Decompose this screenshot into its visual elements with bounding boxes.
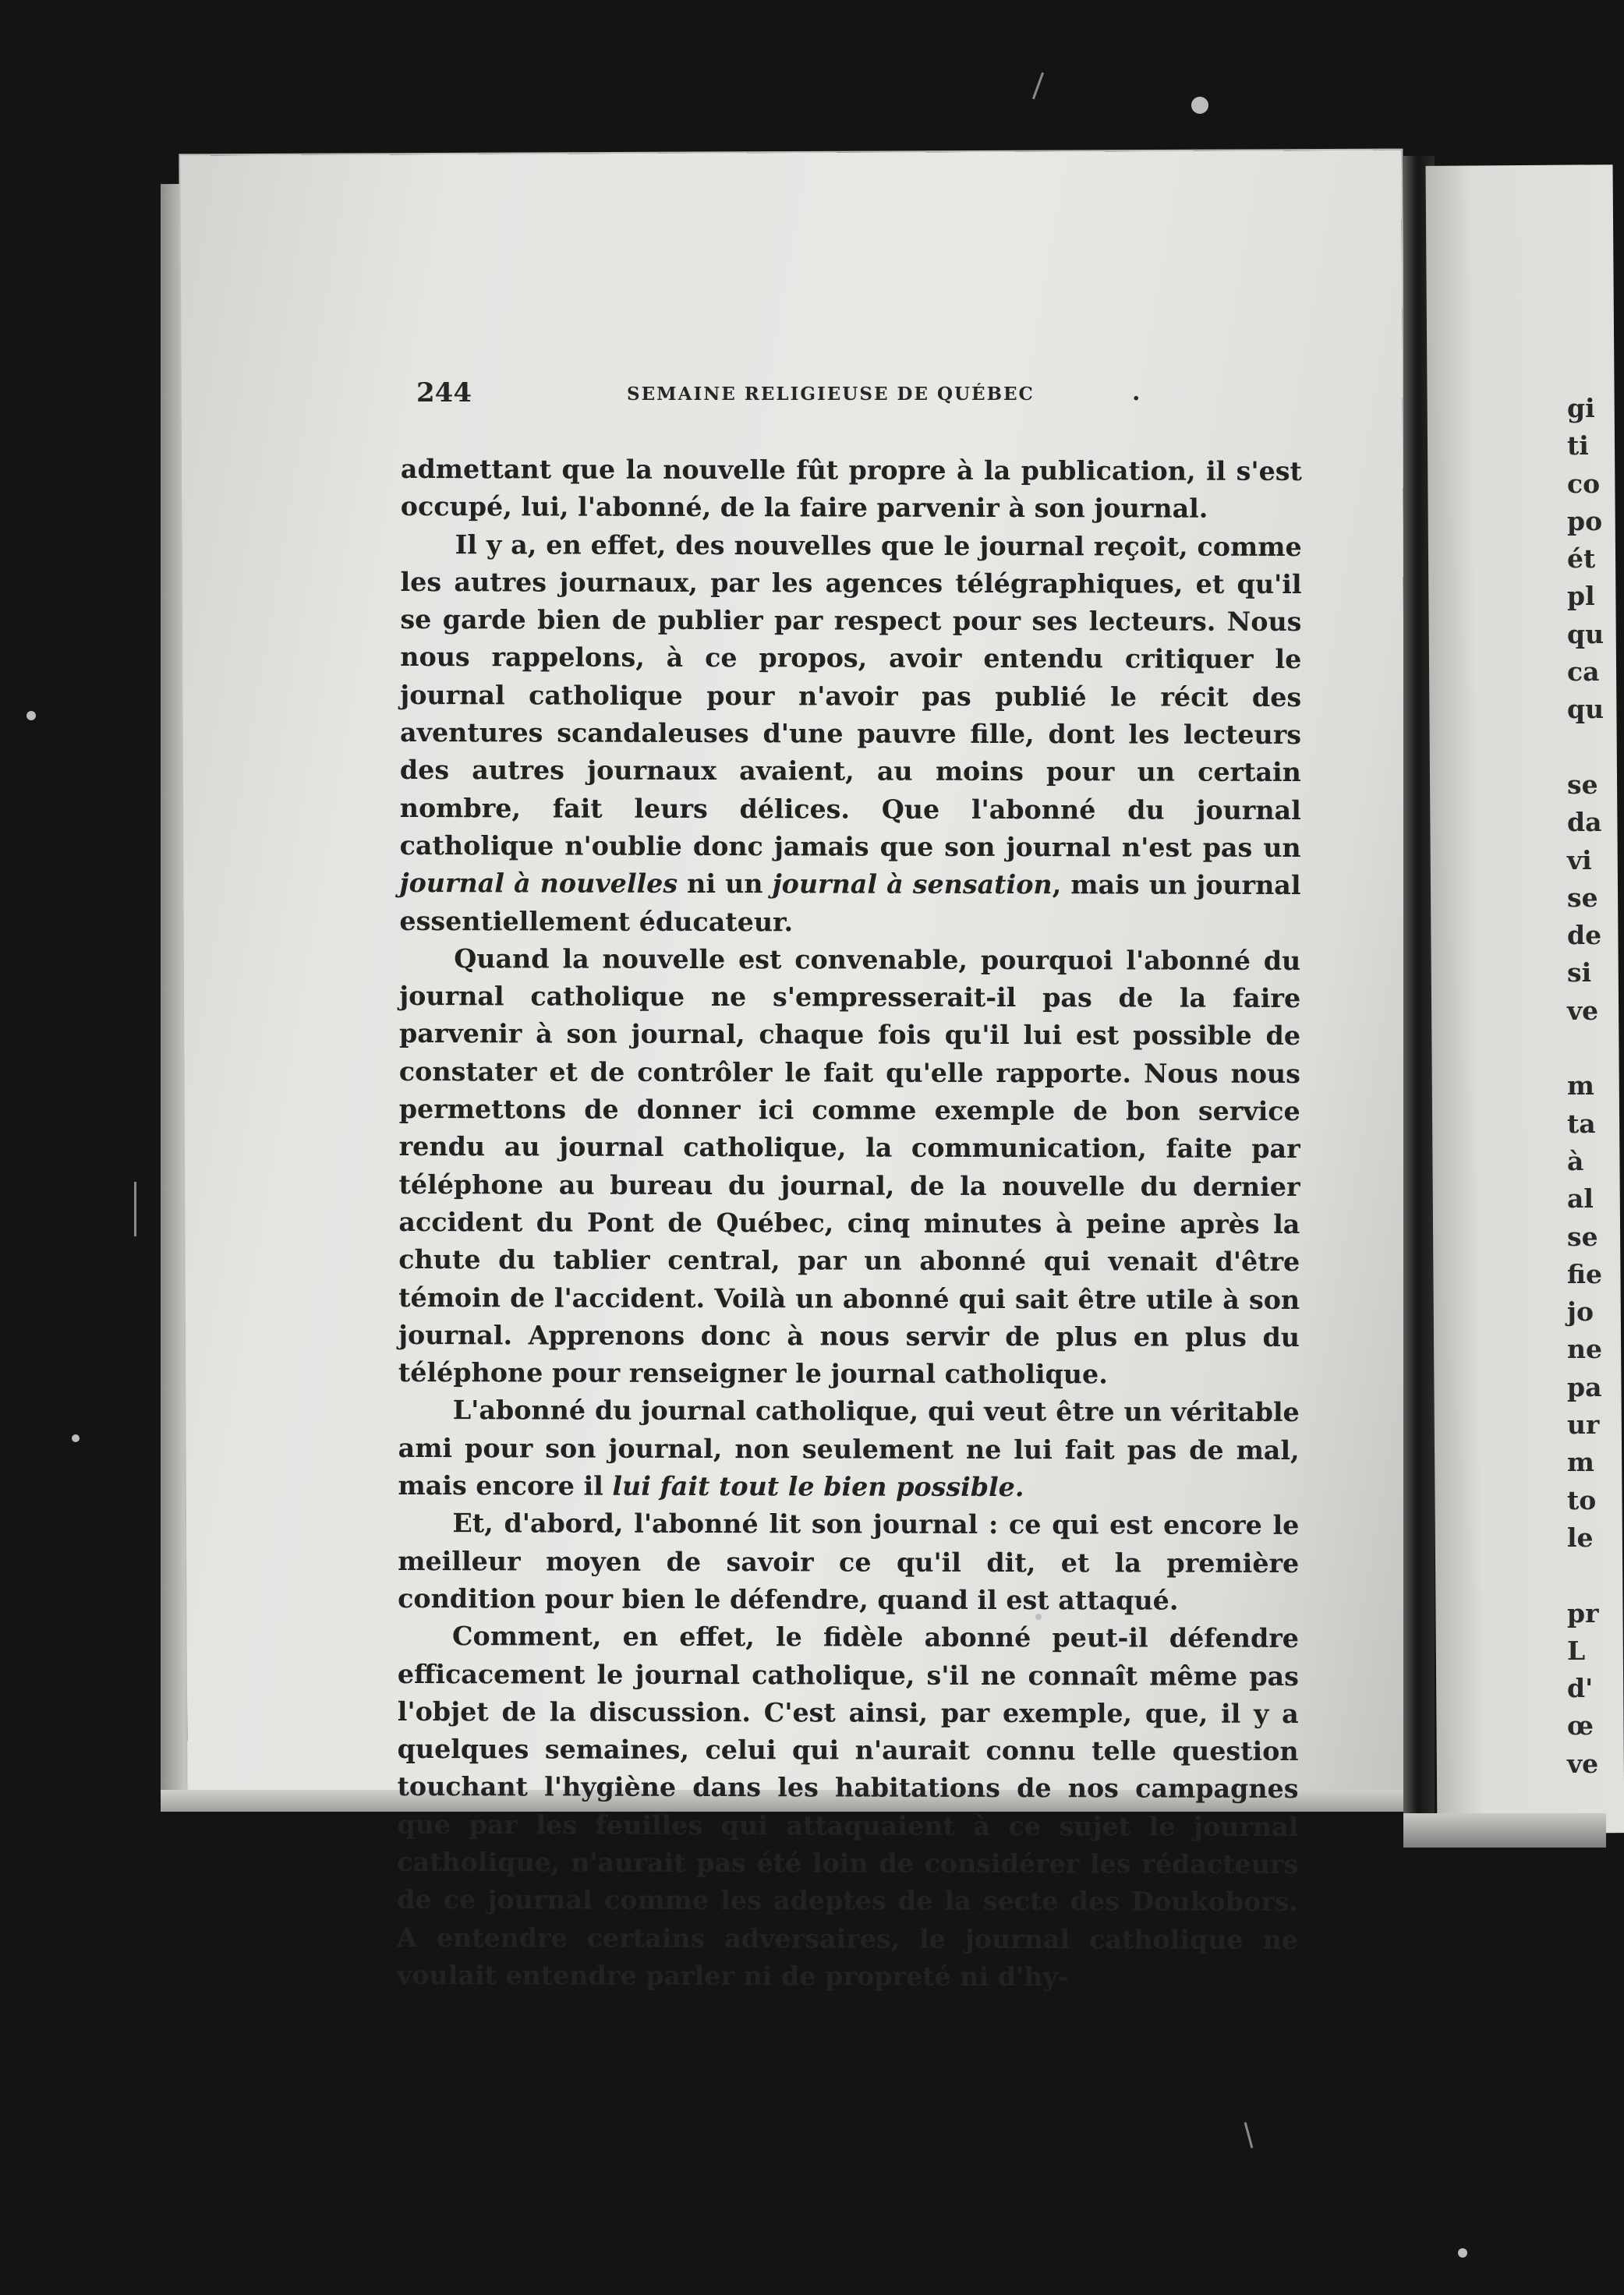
right-page-fragment: co xyxy=(1567,468,1601,499)
right-page-fragment: ne xyxy=(1567,1334,1602,1365)
right-page-fragment: m xyxy=(1567,1070,1594,1102)
right-page-fragment: ti xyxy=(1567,430,1589,461)
right-page-fragment: ve xyxy=(1567,995,1599,1026)
right-page-fragment: se xyxy=(1567,1221,1598,1252)
right-page-gap xyxy=(1567,1557,1604,1594)
right-page-fragment: se xyxy=(1567,882,1598,913)
italic-phrase: journal à nouvelles xyxy=(399,868,678,900)
header-trailing-mark: . xyxy=(1132,379,1141,406)
right-page-fragment: pa xyxy=(1567,1371,1602,1402)
right-page-fragment: ta xyxy=(1567,1108,1596,1139)
page-header xyxy=(416,377,1313,408)
page-number: 244 xyxy=(416,377,472,408)
right-page-fragment: vi xyxy=(1567,844,1592,875)
film-scratch xyxy=(1244,2122,1254,2148)
film-speck xyxy=(1191,97,1208,114)
right-page-fragment: pl xyxy=(1567,581,1595,612)
paragraph-text: , mais un journal essentiellement éducateur. xyxy=(399,869,1301,937)
right-page-fragment: da xyxy=(1567,807,1602,838)
paragraph xyxy=(398,1391,1299,1507)
film-speck xyxy=(1458,2248,1467,2258)
paragraph: admettant que la nouvelle fût propre à la publication, il s'est occupé, lui, l'abonné, de la faire parvenir à son journal. xyxy=(400,454,1302,525)
italic-phrase: lui fait tout le bien possible. xyxy=(612,1470,1024,1503)
right-page-fragment: de xyxy=(1567,920,1602,951)
right-page-fragment: gi xyxy=(1567,393,1595,423)
film-scratch xyxy=(1032,72,1044,100)
right-page-fragment: ve xyxy=(1567,1748,1599,1779)
right-page-text-fragments xyxy=(1567,390,1604,1783)
paragraph: Comment, en effet, le fidèle abonné peut-il défendre efficacement le journal catholique, s'il ne connaît même pas l'objet de la discussion. C'est ainsi, par exemple, que, il y a quelques semaines, celui qui n'aurait connu telle question touchant l'hygiène dans les habitations de nos campagnes que par les feuilles qui attaquaient à ce sujet le journal catholique, n'aurait pas été loin de considérer les rédacteurs de ce journal comme les adeptes de la secte des Doukobors. A entendre certains adversaires, le journal catholique ne voulait entendre parler ni de propreté ni d'hy- xyxy=(396,1621,1300,1993)
right-page-bottom-edge xyxy=(1403,1813,1606,1848)
right-page-fragment: al xyxy=(1567,1183,1594,1215)
right-page-fragment: to xyxy=(1567,1484,1597,1515)
paragraph-text: L'abonné du journal catholique, qui veut être un véritable ami pour son journal, non seulement ne lui fait pas de mal, mais encore il xyxy=(398,1395,1300,1501)
right-page-fragment: qu xyxy=(1567,618,1605,649)
right-page-fragment: jo xyxy=(1567,1296,1594,1328)
right-page-fragment: d' xyxy=(1567,1673,1594,1704)
right-page-fragment: à xyxy=(1567,1145,1584,1176)
paragraph-text: Il y a, en effet, des nouvelles que le journal reçoit, comme les autres journaux, par les agences télégraphiques, et qu'il se garde bien de publier par respect pour ses lecteurs. Nous nous rappelons, à ce propos, avoir entendu critiquer le journal catholique pour n'avoir pas publié le récit des aventures scandaleuses d'une pauvre fille, dont les lecteurs des autres journaux avaient, au moins pour un certain nombre, fait leurs délices. Que l'abonné du journal catholique n'oublie donc jamais que son journal n'est pas un xyxy=(399,529,1302,863)
italic-phrase: journal à sensation xyxy=(772,868,1053,900)
right-page-fragment: œ xyxy=(1567,1710,1594,1742)
right-page-fragment: se xyxy=(1567,769,1598,800)
right-page-fragment: L xyxy=(1567,1635,1586,1666)
right-page-fragment: m xyxy=(1567,1447,1594,1478)
paragraph: Quand la nouvelle est convenable, pourquoi l'abonné du journal catholique ne s'empresserait-il pas de la faire parvenir à son journal, chaque fois qu'il lui est possible de constater et de contrôler le fait qu'elle rapporte. Nous nous permettons de donner ici comme exemple de bon service rendu au journal catholique, la communication, faite par téléphone au bureau du journal, de la nouvelle du dernier accident du Pont de Québec, cinq minutes à peine après la chute du tablier central, par un abonné qui venait d'être témoin de l'accident. Voilà un abonné qui sait être utile à son journal. Apprenons donc à nous servir de plus en plus du téléphone pour renseigner le journal catholique. xyxy=(398,943,1301,1390)
film-scratch xyxy=(134,1182,136,1236)
right-page-fragment: ét xyxy=(1567,543,1596,575)
paragraph xyxy=(399,526,1301,942)
right-page-fragment: ur xyxy=(1567,1409,1600,1441)
right-page-fragment: ca xyxy=(1567,656,1600,688)
paragraph-text: ni un xyxy=(678,868,773,900)
film-speck xyxy=(72,1434,80,1442)
film-speck xyxy=(27,711,36,720)
right-page-fragment: po xyxy=(1567,505,1603,536)
page-body xyxy=(397,451,1302,1996)
right-page-fragment: fie xyxy=(1567,1258,1602,1289)
right-page-fragment: si xyxy=(1567,957,1592,988)
right-page-fragment: qu xyxy=(1567,694,1605,725)
right-page-fragment: le xyxy=(1567,1522,1594,1553)
running-title: SEMAINE RELIGIEUSE DE QUÉBEC xyxy=(627,384,1035,405)
right-page-fragment: pr xyxy=(1567,1597,1599,1628)
right-page-gap xyxy=(1567,1030,1604,1067)
right-page-gap xyxy=(1567,729,1604,766)
paragraph: Et, d'abord, l'abonné lit son journal : ce qui est encore le meilleur moyen de savoir ce qu'il dit, et la première condition pour bien le défendre, quand il est attaqué. xyxy=(398,1508,1300,1616)
